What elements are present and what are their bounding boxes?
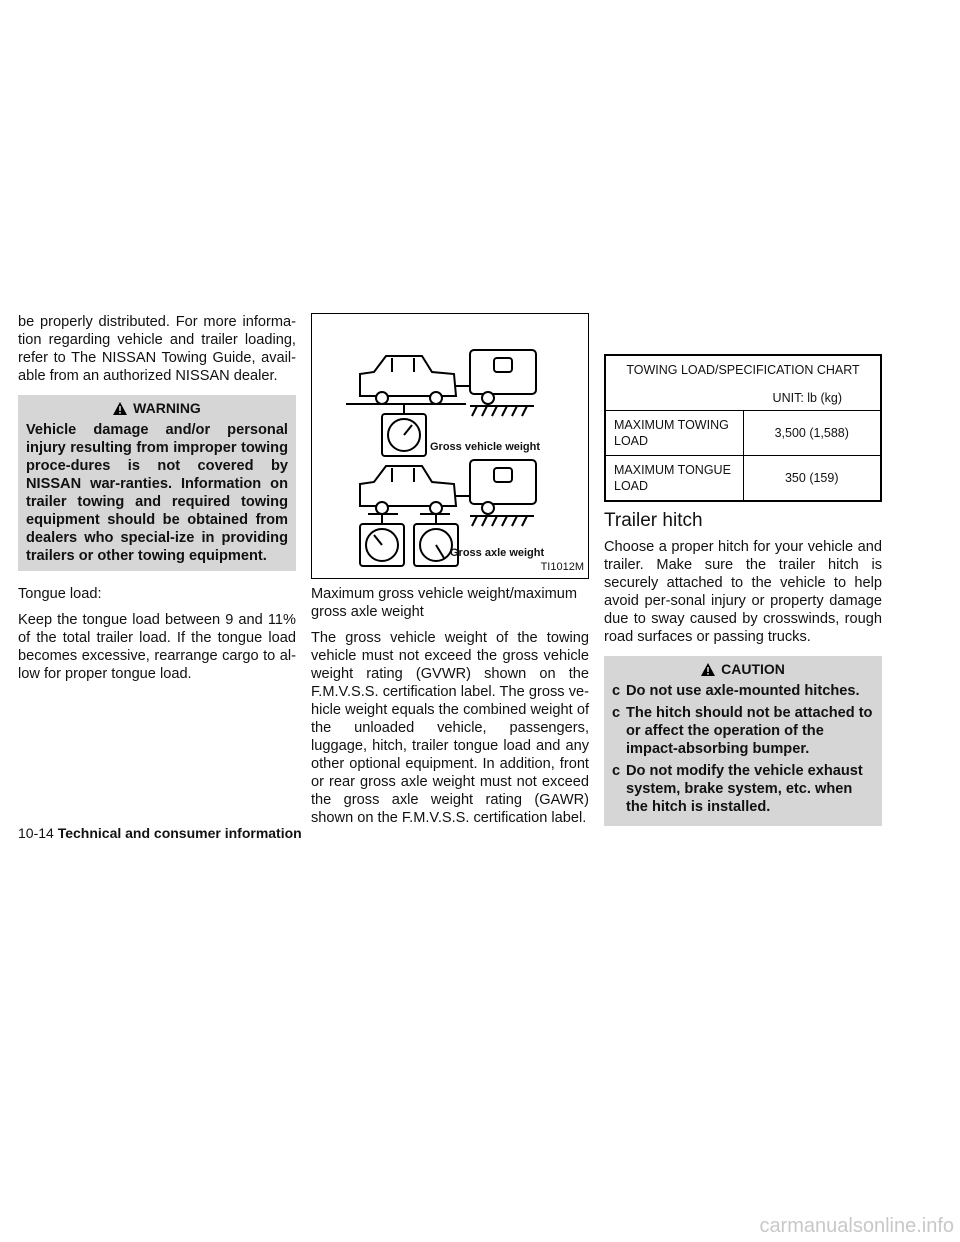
section-title: Trailer hitch: [604, 510, 703, 531]
warning-icon: [701, 663, 715, 676]
caution-list: [612, 682, 874, 816]
row-label: MAXIMUM TOWING LOAD: [605, 411, 743, 456]
bullet: c: [612, 683, 621, 699]
caution-header: [612, 660, 874, 678]
gross-weight-text: The gross vehicle weight of the towing vehicle must not exceed the gross vehicle weight rating (GVWR) shown on the F.M.V.S.S. certification label. The gross ve-hicle weight equals the combined weight of the unloaded vehicle, passengers, luggage, hitch, trailer tongue load and any other optional equipment. In addition, front or rear gross axle weight must not exceed the gross axle weight rating (GAWR) shown on the F.M.V.S.S. certification label.: [311, 630, 589, 826]
weight-figure: [311, 313, 589, 579]
warning-text: Vehicle damage and/or personal injury resulting from improper towing proce-dures is not covered by NISSAN war-ranties. Information on trailer towing and required towing equipment should be obtained from dealers who special-ize in providing trailers or other towing equipment.: [26, 422, 288, 564]
table-row: [605, 456, 881, 502]
gross-axle-weight-label: Gross axle weight: [450, 547, 545, 559]
chapter-title: Technical and consumer information: [57, 825, 302, 841]
right-column: [604, 354, 882, 840]
figure-caption: Maximum gross vehicle weight/maximum gross axle weight: [311, 586, 578, 620]
towing-spec-table: [604, 354, 882, 502]
trailer-hitch-text: Choose a proper hitch for your vehicle and trailer. Make sure the trailer hitch is securely attached to the vehicle to help avoid per-sonal injury or property damage due to sway caused by crosswinds, rough road surfaces or passing trucks.: [604, 539, 882, 645]
row-value: 350 (159): [743, 456, 881, 502]
spec-table-header: [605, 355, 881, 411]
caution-title: CAUTION: [721, 661, 785, 677]
row-value: 3,500 (1,588): [743, 411, 881, 456]
page-footer: [18, 825, 302, 841]
gross-vehicle-weight-label: Gross vehicle weight: [430, 441, 541, 453]
row-label: MAXIMUM TONGUE LOAD: [605, 456, 743, 502]
table-row: [605, 411, 881, 456]
warning-header: [26, 399, 288, 417]
middle-column: [311, 313, 589, 835]
left-column: [18, 313, 296, 691]
tongue-load-text: Keep the tongue load between 9 and 11% of the total trailer load. If the tongue load becomes excessive, rearrange cargo to al-low for proper tongue load.: [18, 612, 296, 682]
page-number: 10-14: [18, 825, 54, 841]
figure-code: TI1012M: [540, 561, 584, 573]
intro-paragraph: be properly distributed. For more informa-tion regarding vehicle and trailer loading, refer to The NISSAN Towing Guide, avail-able from an authorized NISSAN dealer.: [18, 314, 296, 384]
list-item-text: Do not modify the vehicle exhaust system, brake system, etc. when the hitch is installed.: [626, 763, 863, 815]
list-item: [612, 704, 874, 758]
list-item: [612, 762, 874, 816]
warning-box: [18, 395, 296, 571]
list-item-text: Do not use axle-mounted hitches.: [626, 683, 860, 699]
tongue-load-heading: Tongue load:: [18, 586, 102, 602]
spec-table-unit: UNIT: lb (kg): [772, 391, 842, 405]
caution-box: [604, 656, 882, 826]
list-item: [612, 682, 874, 700]
warning-title: WARNING: [133, 400, 201, 416]
list-item-text: The hitch should not be attached to or affect the operation of the impact-absorbing bumper.: [626, 705, 873, 757]
bullet: c: [612, 763, 621, 779]
watermark: carmanualsonline.info: [759, 1215, 954, 1237]
spec-table-title: TOWING LOAD/SPECIFICATION CHART: [626, 363, 860, 377]
warning-icon: [113, 402, 127, 415]
bullet: c: [612, 705, 621, 721]
